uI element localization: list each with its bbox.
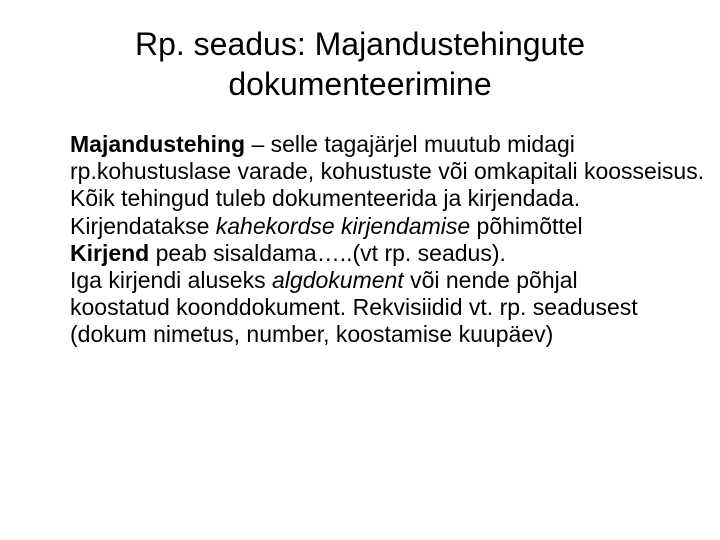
paragraph-majandustehing [70,131,710,185]
definition-kirjend: peab sisaldama…..(vt rp. seadus). [149,239,506,266]
slide-title-line-1: Rp. seadus: Majandustehingute [134,26,586,62]
slide-title [0,24,720,104]
kirjendamine-emphasis: kahekordse kirjendamise [215,212,471,239]
paragraph-algdokument [70,267,710,294]
paragraph-kirjendamine [70,213,710,240]
algdokument-lead: Iga kirjendi aluseks [70,267,272,294]
paragraph-dokumenteerimine: Kõik tehingud tuleb dokumenteerida ja kirjendada. [70,185,581,212]
slide-title-line-2: dokumenteerimine [228,66,492,102]
kirjendamine-tail: põhimõttel [470,212,583,239]
kirjendamine-lead: Kirjendatakse [70,212,216,239]
term-kirjend: Kirjend [70,239,150,266]
algdokument-emphasis: algdokument [272,267,404,294]
algdokument-tail: või nende põhjal [403,267,578,294]
paragraph-koonddokument: koostatud koonddokument. Rekvisiidid vt. rp. seadusest (dokum nimetus, number, koostamise kuupäev) [70,294,638,348]
paragraph-kirjend [70,240,710,267]
term-majandustehing: Majandustehing [70,131,246,157]
slide-body [70,131,710,349]
definition-majandustehing: – selle tagajärjel muutub midagi rp.kohustuslase varade, kohustuste või omkapitali koosseisus. [70,131,705,185]
